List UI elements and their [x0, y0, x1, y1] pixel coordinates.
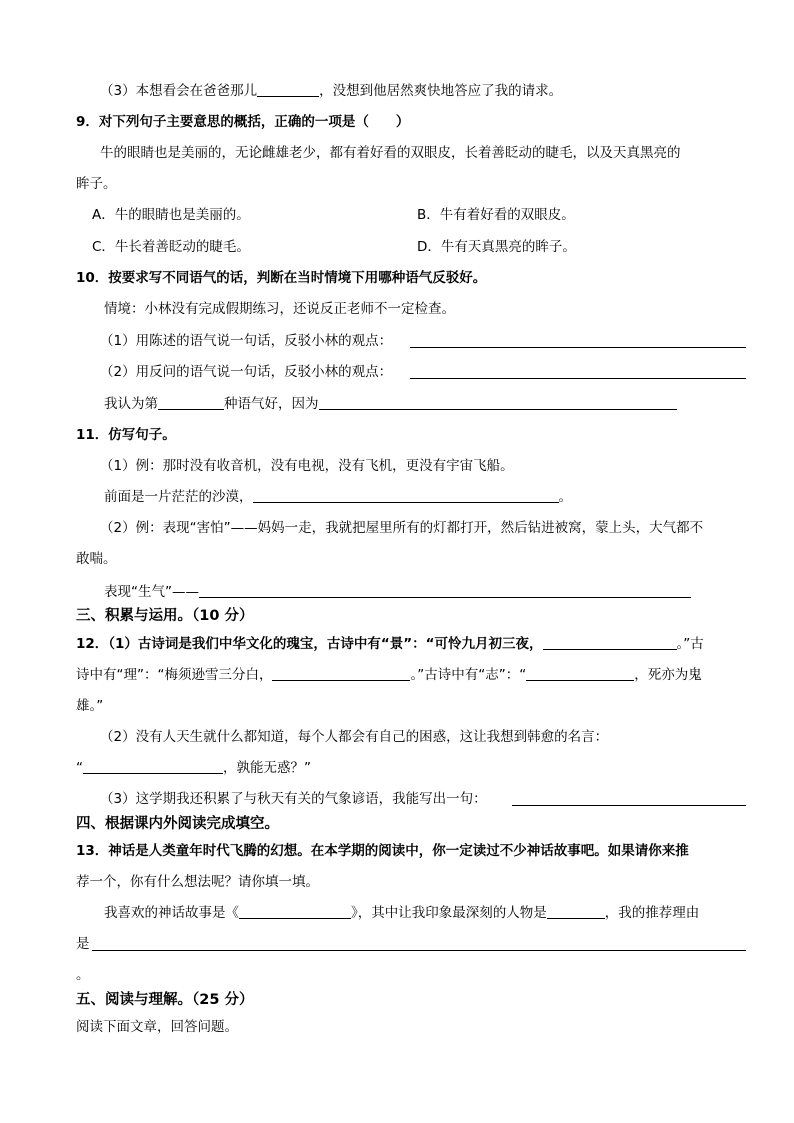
- q9-option-a[interactable]: A．牛的眼睛也是美丽的。: [92, 207, 250, 223]
- q9-option-d[interactable]: D．牛有天真黑亮的眸子。: [417, 239, 576, 255]
- q12-part2: （2）没有人天生就什么都知道，每个人都会有自己的困惑，这让我想到韩愈的名言：: [100, 729, 609, 745]
- q12-line-3: 雄。”: [76, 698, 104, 714]
- q12-part3-label: （3）这学期我还积累了与秋天有关的气象谚语，我能写出一句：: [100, 791, 487, 807]
- q13-reason-answer-line[interactable]: [92, 950, 746, 951]
- answer-blank[interactable]: [83, 759, 223, 774]
- q13-reason-label: 是: [76, 936, 90, 952]
- q10-part1-label: （1）用陈述的语气说一句话，反驳小林的观点：: [100, 333, 393, 349]
- section-4-heading: 四、根据课内外阅读完成填空。: [76, 816, 279, 832]
- q11-prompt-1: 前面是一片茫茫的沙漠， 。: [104, 489, 572, 505]
- q13-end-mark: 。: [76, 967, 90, 983]
- q12-line-2: 诗中有“理”：“梅须逊雪三分白， 。”古诗中有“志”：“ ，死亦为鬼: [76, 667, 702, 683]
- q9-passage: 牛的眼睛也是美丽的，无论雌雄老少，都有着好看的双眼皮，长着善眨动的睫毛，以及天真黑亮的: [100, 145, 681, 161]
- q12-line-1: 12．（1）古诗词是我们中华文化的瑰宝，古诗中有“景”：“可怜九月初三夜， 。”古: [76, 636, 704, 652]
- answer-blank[interactable]: [253, 488, 559, 503]
- q13-line-1: 13．神话是人类童年时代飞腾的幻想。在本学期的阅读中，你一定读过不少神话故事吧。如果请你来推: [76, 843, 689, 859]
- question-11-title: 11．仿写句子。: [76, 427, 176, 443]
- answer-blank[interactable]: [158, 395, 224, 410]
- q9-option-c[interactable]: C．牛长着善眨动的睫毛。: [92, 239, 250, 255]
- q12-part3-answer-line[interactable]: [512, 805, 746, 806]
- q13-line-2: 荐一个，你有什么想法呢？请你填一填。: [76, 874, 319, 890]
- q11-prompt-2: 表现“生气”——: [104, 582, 691, 602]
- q13-fill-line: 我喜欢的神话故事是《 》，其中让我印象最深刻的人物是 ，我的推荐理由: [104, 905, 700, 921]
- answer-blank[interactable]: [543, 635, 677, 650]
- answer-blank[interactable]: [199, 583, 691, 598]
- answer-blank[interactable]: [319, 395, 677, 410]
- answer-blank[interactable]: [526, 666, 634, 681]
- q10-part2-answer-line[interactable]: [410, 378, 746, 379]
- q10-part1-answer-line[interactable]: [410, 347, 746, 348]
- question-10-title: 10．按要求写不同语气的话，判断在当时情境下用哪种语气反驳好。: [76, 270, 487, 286]
- q9-passage-cont: 眸子。: [76, 176, 117, 192]
- question-9-title: 9．对下列句子主要意思的概括，正确的一项是（ ）: [76, 114, 410, 130]
- section-3-heading: 三、积累与运用。（10 分）: [76, 608, 254, 624]
- answer-blank[interactable]: [239, 904, 351, 919]
- q10-opinion: 我认为第 种语气好，因为: [104, 394, 677, 414]
- q10-part2-label: （2）用反问的语气说一句话，反驳小林的观点：: [100, 364, 393, 380]
- section-5-instruction: 阅读下面文章，回答问题。: [76, 1019, 238, 1035]
- q11-example-2: （2）例：表现“害怕”——妈妈一走，我就把屋里所有的灯都打开，然后钻进被窝，蒙上头，大气都不: [100, 520, 704, 536]
- section-5-heading: 五、阅读与理解。（25 分）: [76, 992, 254, 1008]
- answer-blank[interactable]: [257, 82, 319, 97]
- answer-blank[interactable]: [547, 904, 605, 919]
- q8-part3: （3）本想看会在爸爸那儿 ，没想到他居然爽快地答应了我的请求。: [100, 83, 563, 99]
- answer-blank[interactable]: [272, 666, 410, 681]
- q10-context: 情境：小林没有完成假期练习，还说反正老师不一定检查。: [104, 301, 455, 317]
- q9-option-b[interactable]: B．牛有着好看的双眼皮。: [417, 207, 575, 223]
- q11-example-2-cont: 敢喘。: [76, 551, 117, 567]
- q11-example-1: （1）例：那时没有收音机，没有电视，没有飞机，更没有宇宙飞船。: [100, 458, 514, 474]
- q12-part2-fill: “ ，孰能无惑？”: [76, 760, 311, 776]
